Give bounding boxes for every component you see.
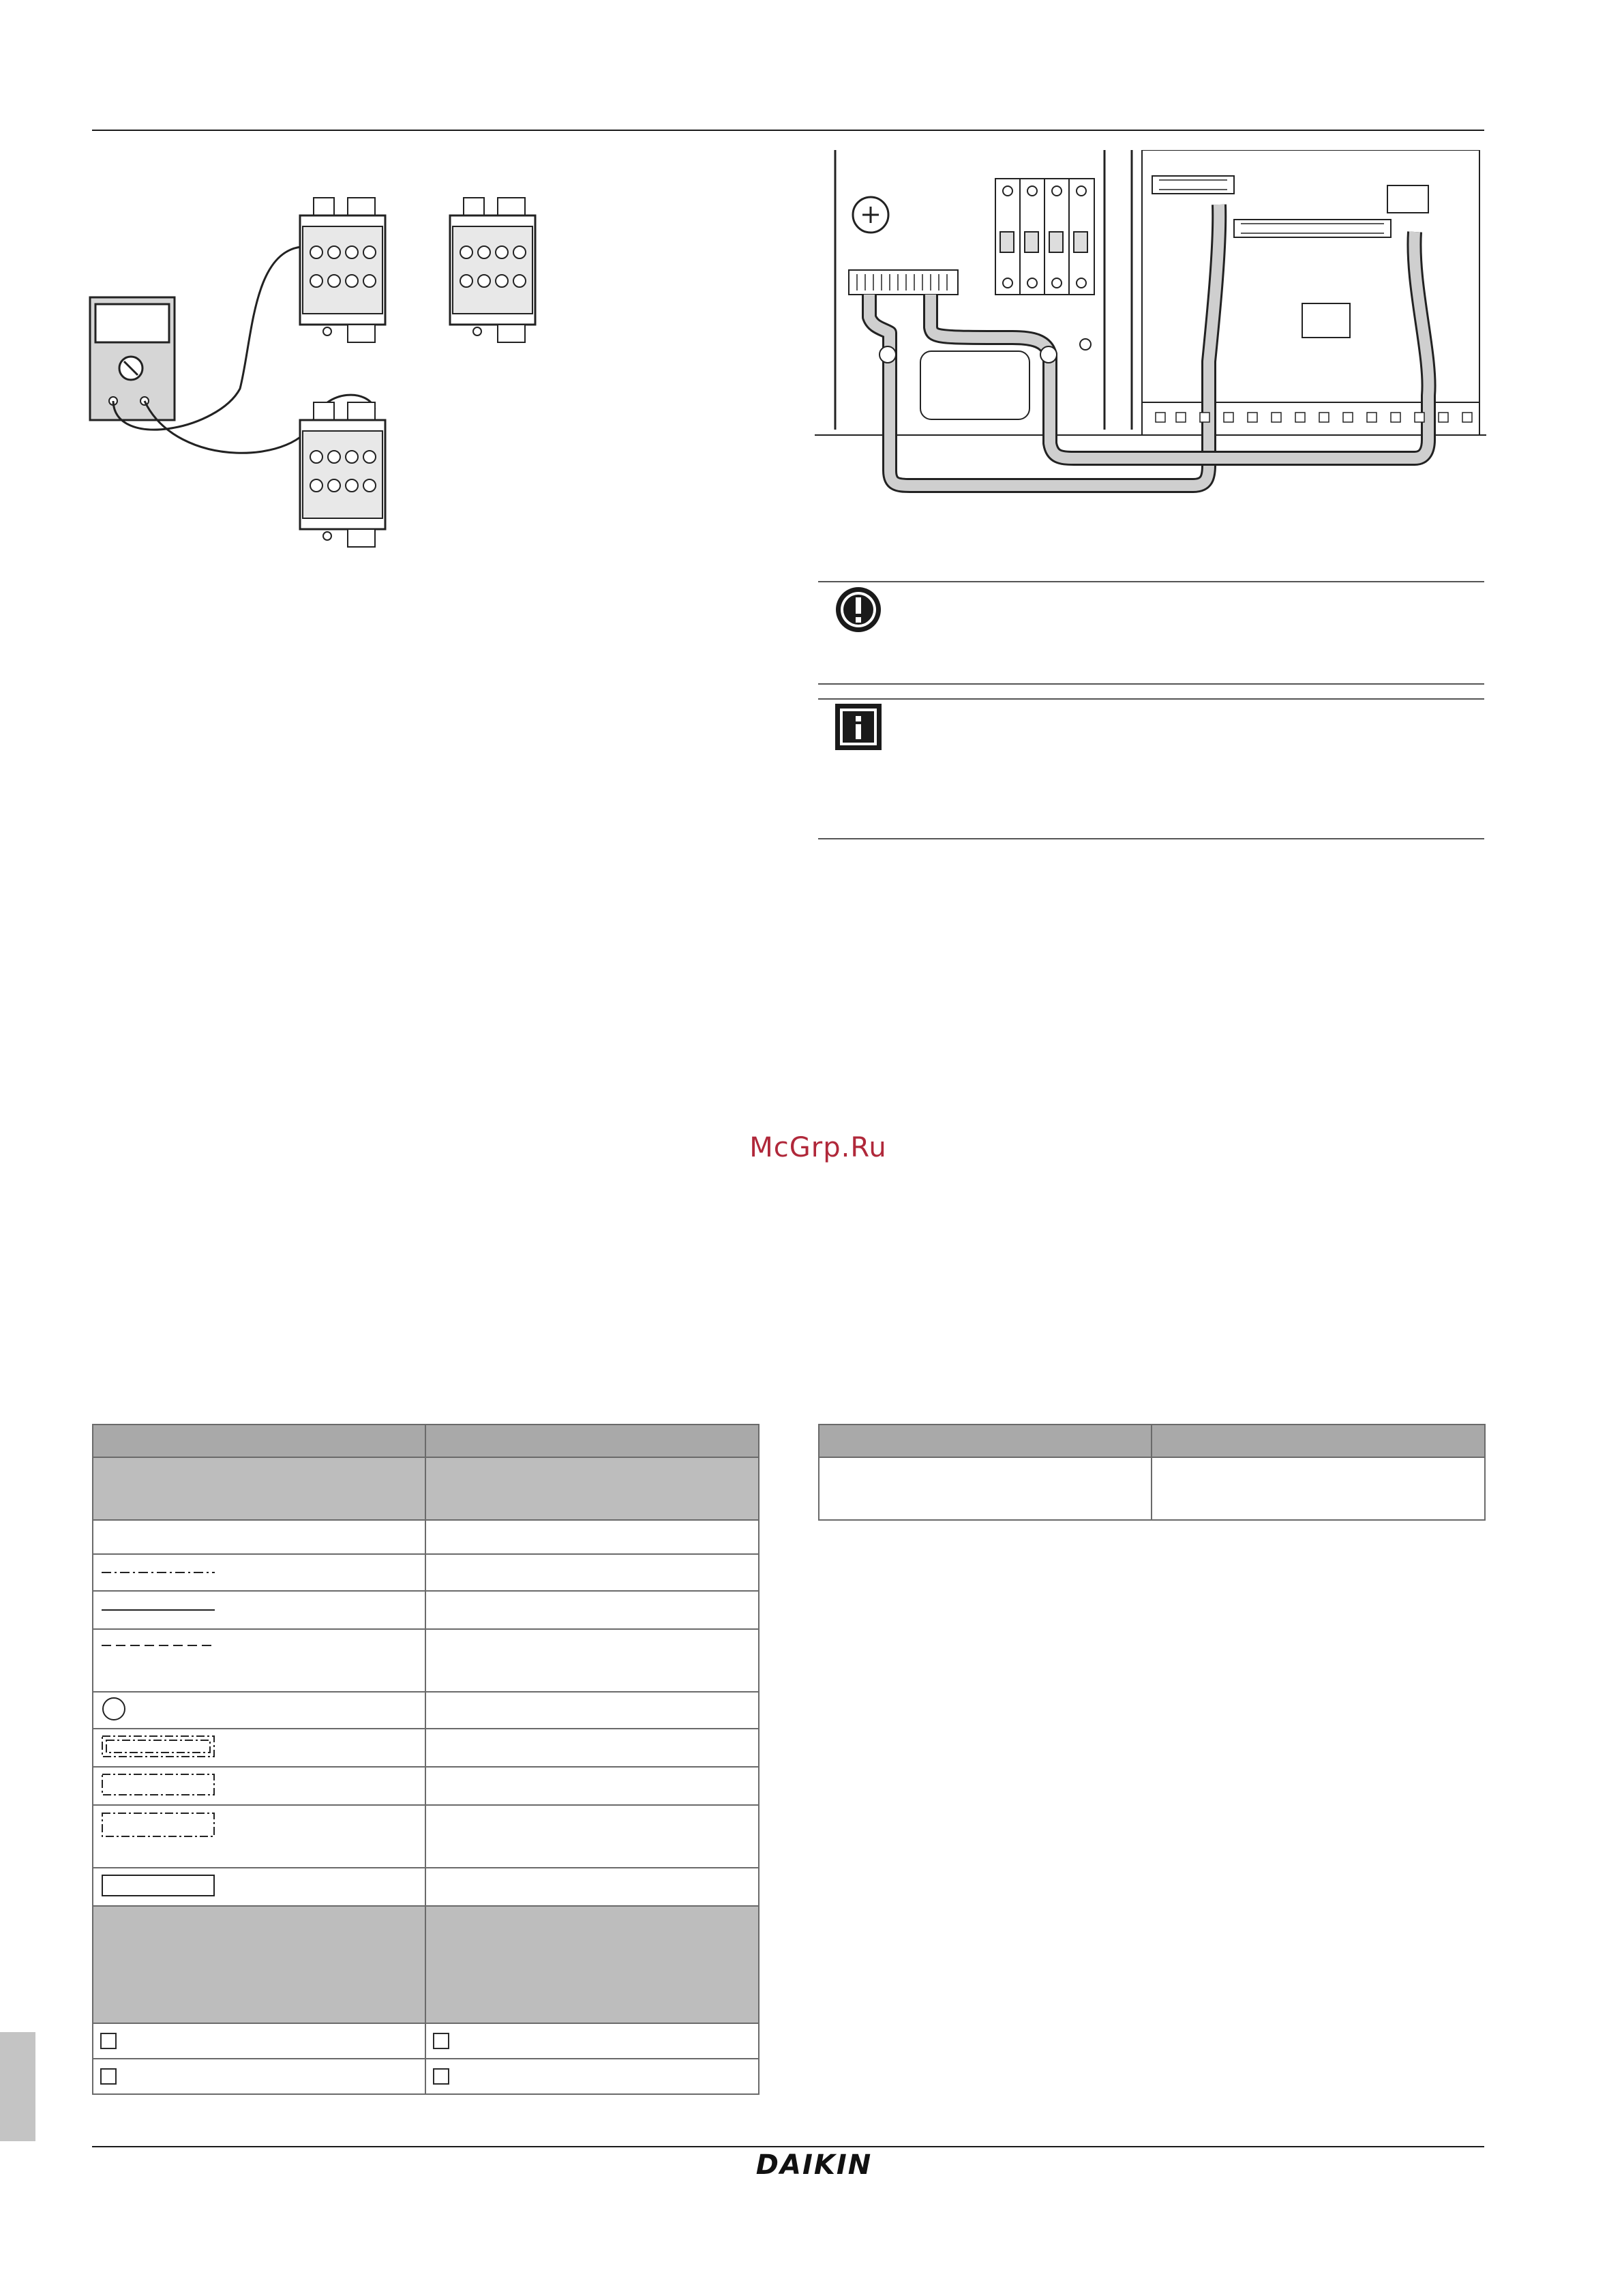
table-row bbox=[93, 1554, 759, 1591]
checkbox[interactable] bbox=[100, 2033, 117, 2049]
terminal-block-icon bbox=[450, 198, 535, 342]
harness-icon bbox=[849, 270, 958, 295]
table-row bbox=[93, 1868, 759, 1906]
terminal-block-icon bbox=[300, 198, 385, 342]
small-table bbox=[818, 1424, 1486, 1521]
watermark: McGrp.Ru bbox=[749, 1132, 887, 1163]
double-dash-dot-box-symbol bbox=[100, 1734, 216, 1759]
table-subheader-row bbox=[93, 1457, 759, 1520]
checkbox[interactable] bbox=[433, 2068, 449, 2085]
table-row bbox=[93, 1591, 759, 1629]
table-row bbox=[93, 1692, 759, 1729]
header-rule bbox=[92, 130, 1484, 131]
table-row bbox=[93, 1767, 759, 1805]
dash-dot-box-symbol bbox=[100, 1772, 216, 1797]
table-row bbox=[93, 1729, 759, 1767]
dashed-line-symbol bbox=[100, 1641, 216, 1650]
table-row bbox=[93, 1629, 759, 1692]
warning-icon bbox=[834, 585, 883, 634]
side-tab bbox=[0, 2032, 35, 2141]
notice-rule-top bbox=[818, 581, 1484, 582]
table-row bbox=[93, 1805, 759, 1868]
switch-box-figure bbox=[815, 150, 1486, 505]
terminal-block-icon bbox=[300, 402, 385, 547]
solid-line-symbol bbox=[100, 1606, 216, 1614]
solid-box-symbol bbox=[100, 1873, 216, 1898]
multimeter-icon bbox=[90, 297, 175, 420]
table-header-row bbox=[93, 1425, 759, 1457]
notice-rule-mid-1 bbox=[818, 683, 1484, 685]
checkbox[interactable] bbox=[100, 2068, 117, 2085]
table-row bbox=[819, 1457, 1485, 1520]
checkbox[interactable] bbox=[433, 2033, 449, 2049]
table-row bbox=[93, 2059, 759, 2094]
notice-rule-mid-2 bbox=[818, 698, 1484, 700]
daikin-logo: DAIKIN bbox=[755, 2149, 873, 2181]
circle-symbol bbox=[100, 1695, 127, 1723]
table-row bbox=[93, 2023, 759, 2059]
table-header-row bbox=[819, 1425, 1485, 1457]
footer-rule bbox=[92, 2146, 1484, 2147]
notice-rule-bottom bbox=[818, 838, 1484, 839]
dash-dot-line-symbol bbox=[100, 1568, 216, 1577]
dash-dot-box-symbol bbox=[100, 1811, 216, 1838]
legend-table bbox=[92, 1424, 760, 2095]
information-icon bbox=[834, 702, 883, 751]
table-subheader-row bbox=[93, 1906, 759, 2023]
table-row bbox=[93, 1520, 759, 1554]
multimeter-figure bbox=[82, 184, 600, 566]
